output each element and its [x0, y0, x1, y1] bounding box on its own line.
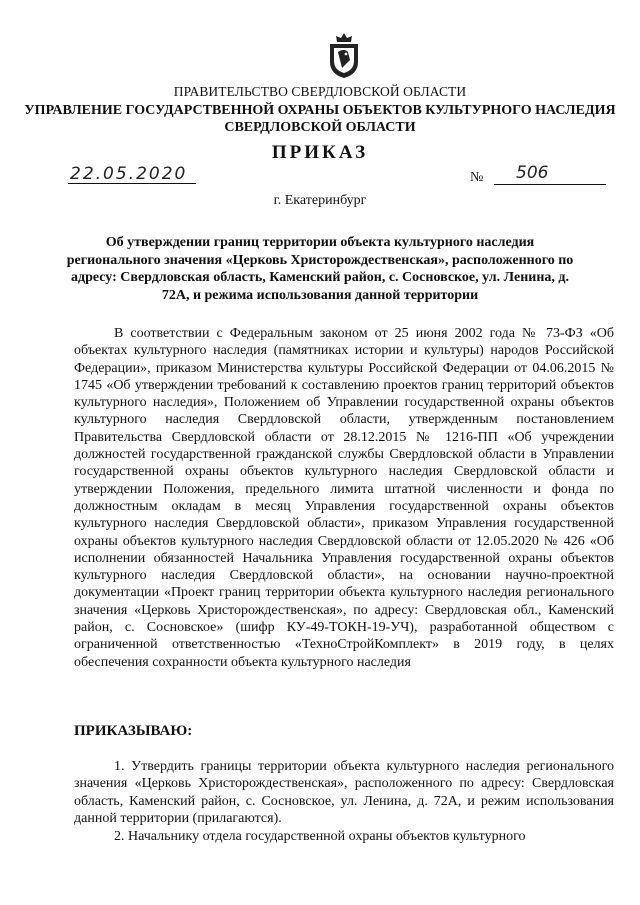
preamble-paragraph: В соответствии с Федеральным законом от 25 июня 2002 года № 73-ФЗ «Об объектах культурного наследия (памятниках истории и культуры) народов Российской Федерации», приказом Министерства культуры Российской Федерации от 04.06.2015 № 1745 «Об утверждении требований к составлению проектов границ территорий объектов культурного наследия», Положением об Управлении государственной охраны объектов культурного наследия Свердловской области, утвержденным постановлением Правительства Свердловской области от 28.12.2015 № 1216-ПП «Об учреждении должностей государственной гражданской службы Свердловской области в Управлении государственной охраны объектов культурного наследия Свердловской области и утверждении Положения, предельного лимита штатной численности и фонда по должностным окладам в месяц Управления государственной охраны объектов культурного наследия Свердловской области», приказом Управления государственной охраны объектов культурного наследия Свердловской области от 12.05.2020 № 426 «Об исполнении обязанностей Начальника Управления государственной охраны объектов культурного наследия Свердловской области», на основании научно-проектной документации «Проект границ территории объекта культурного наследия регионального значения «Церковь Христорождественская», по адресу: Свердловская обл., Каменский район, с. Сосновское» (шифр КУ-49-ТОКН-19-УЧ), разработанной обществом с ограниченной ответственностью «ТехноСтройКомплект» в 2019 году, в целях обеспечения сохранности объекта культурного наследия — [74, 326, 614, 670]
order-item-2: 2. Начальнику отдела государственной охраны объектов культурного — [114, 829, 526, 844]
number-underline — [494, 184, 606, 185]
order-heading: ПРИКАЗЫВАЮ: — [74, 723, 193, 739]
coat-of-arms-icon — [326, 30, 362, 80]
date-underline — [68, 183, 196, 184]
government-name: ПРАВИТЕЛЬСТВО СВЕРДЛОВСКОЙ ОБЛАСТИ — [173, 84, 467, 99]
order-number-label: № — [470, 170, 484, 185]
department-name: УПРАВЛЕНИЕ ГОСУДАРСТВЕННОЙ ОХРАНЫ ОБЪЕКТОВ КУЛЬТУРНОГО НАСЛЕДИЯ СВЕРДЛОВСКОЙ ОБЛАСТИ — [24, 103, 616, 135]
document-type: ПРИКАЗ — [271, 142, 369, 163]
order-date: 22.05.2020 — [70, 164, 188, 184]
city: г. Екатеринбург — [273, 193, 367, 208]
document-title: Об утверждении границ территории объекта культурного наследия регионального значения «Церковь Христорождественская», расположенного по адресу: Свердловская область, Каменский район, с. Сосновское, ул. Ленина, д. 72А, и режима использования данной территории — [66, 235, 574, 303]
order-item-1: 1. Утвердить границы территории объекта культурного наследия регионального значения «Церковь Христорождественская», расположенного по адресу: Свердловская область, Каменский район, с. Сосновское, ул. Ленина, д. 72А, и режим использования данной территории (прилагаются). — [74, 759, 614, 826]
order-number: 506 — [516, 163, 549, 183]
